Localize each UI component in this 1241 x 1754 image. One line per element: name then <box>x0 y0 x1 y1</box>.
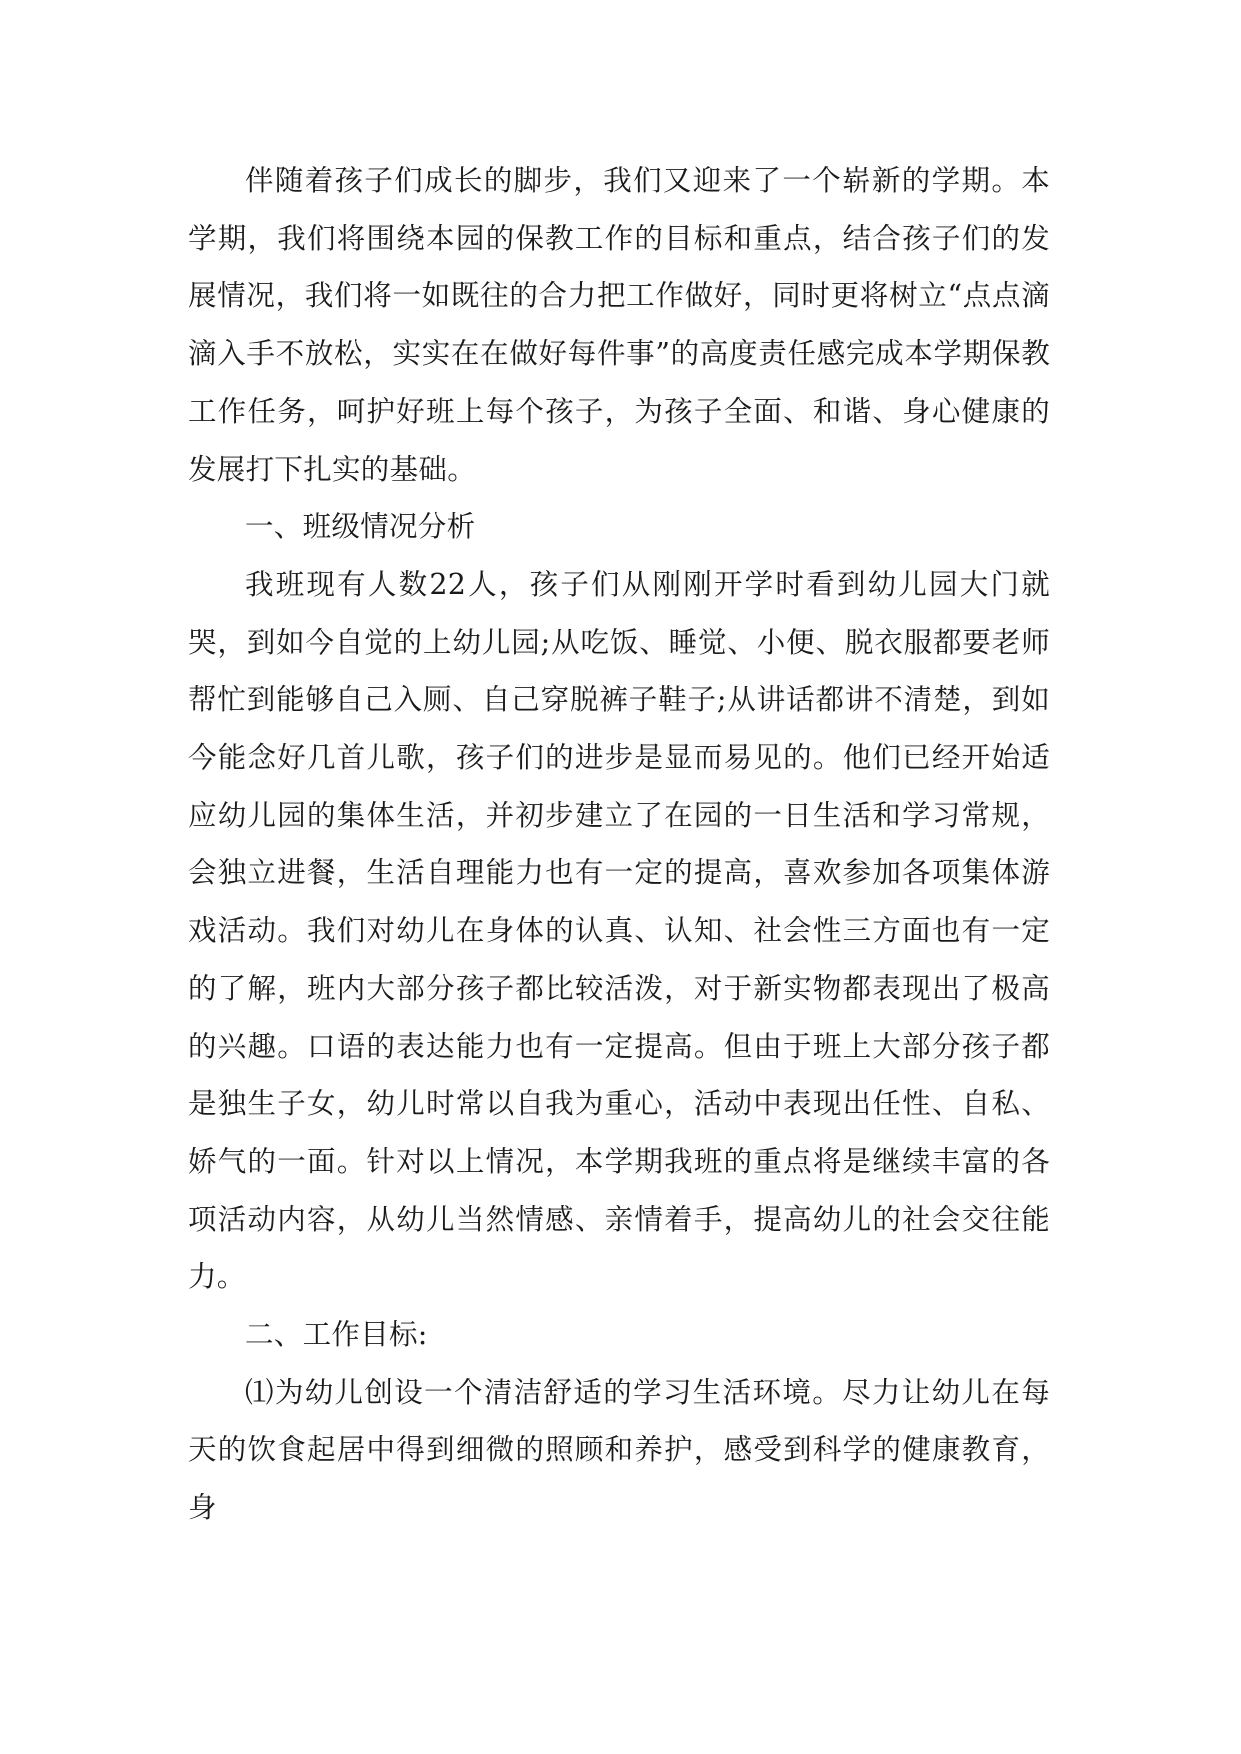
work-goal-item-1: ⑴为幼儿创设一个清洁舒适的学习生活环境。尽力让幼儿在每天的饮食起居中得到细微的照顾和养护，感受到科学的健康教育，身 <box>188 1375 1050 1525</box>
class-analysis-paragraph: 我班现有人数22人，孩子们从刚刚开学时看到幼儿园大门就哭，到如今自觉的上幼儿园;从吃饭、睡觉、小便、脱衣服都要老师帮忙到能够自己入厕、自己穿脱裤子鞋子;从讲话都讲不清楚，到如今能念好几首儿歌，孩子们的进步是显而易见的。他们已经开始适应幼儿园的集体生活，并初步建立了在园的一日生活和学习常规，会独立进餐，生活自理能力也有一定的提高，喜欢参加各项集体游戏活动。我们对幼儿在身体的认真、认知、社会性三方面也有一定的了解，班内大部分孩子都比较活泼，对于新实物都表现出了极高的兴趣。口语的表达能力也有一定提高。但由于班上大部分孩子都是独生子女，幼儿时常以自我为重心，活动中表现出任性、自私、娇气的一面。针对以上情况，本学期我班的重点将是继续丰富的各项活动内容，从幼儿当然情感、亲情着手，提高幼儿的社会交往能力。 <box>188 567 1050 1294</box>
section-heading-class-analysis: 一、班级情况分析 <box>245 510 476 544</box>
intro-paragraph: 伴随着孩子们成长的脚步，我们又迎来了一个崭新的学期。本学期，我们将围绕本园的保教工作的目标和重点，结合孩子们的发展情况，我们将一如既往的合力把工作做好，同时更将树立“点点滴滴入手不放松，实实在在做好每件事”的高度责任感完成本学期保教工作任务，呵护好班上每个孩子，为孩子全面、和谐、身心健康的发展打下扎实的基础。 <box>188 164 1050 486</box>
section-heading-work-goals: 二、工作目标: <box>245 1318 428 1352</box>
document-page <box>188 152 1050 1537</box>
